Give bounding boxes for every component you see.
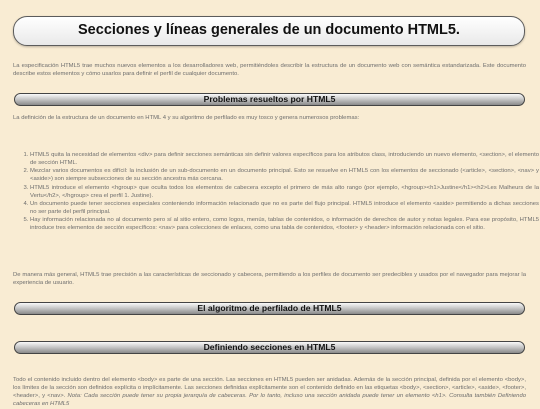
list-item: 2. Mezclar varios documentos es difícil: la inclusión de un sub-documento en un documento principal. Esto se resuelve en HTML5 con los elementos de seccionado (<article>, <section>, <nav> y <aside>) son siempre subsecciones de su sección ancestra más cercana. (30, 167, 539, 183)
defining-sections-text: Todo el contenido incluido dentro del elemento <body> es parte de una sección. Las secciones en HTML5 pueden ser anidadas. Además de la sección principal, definida por el elemento <body>, los límites de la sección son definidos explícita o implícitamente. Las secciones definidas explícitamente son el contenido definido en las etiquetas <body>, <section>, <article>, <aside>, <footer>, <header>, y <nav>. (13, 377, 526, 400)
intro-paragraph: La especificación HTML5 trae muchos nuevos elementos a los desarrolladores web, permitiéndoles describir la estructura de un documento web con semántica estandarizada. Este documento describe estos elementos y cómo usarlos para definir el perfil de cualquier documento. (13, 63, 526, 78)
list-item: 5. Hay información relacionada no al documento pero sí al sitio entero, como logos, menús, tablas de contenidos, o información de derechos de autor y notas legales. Para ese propósito, HTML5 introduce tres elementos de sección específicos: <nav> para colecciones de enlaces, como una tabla de contenidos, <footer> y <header> información relacionada con el sitio. (30, 216, 539, 232)
defining-sections-paragraph (13, 376, 526, 409)
problems-intro-paragraph: La definición de la estructura de un documento en HTML 4 y su algoritmo de perfilado es muy tosco y genera numerosos problemas: (13, 115, 360, 121)
list-item: 1. HTML5 quita la necesidad de elementos <div> para definir secciones semánticas sin definir valores específicos para los atributos class, introduciendo un nuevo elemento, <section>, el elemento de sección HTML. (30, 151, 539, 167)
page-title: Secciones y líneas generales de un documento HTML5. (13, 16, 525, 46)
algorithm-section-heading: El algoritmo de perfilado de HTML5 (14, 302, 525, 315)
list-item: 3. HTML5 introduce el elemento <hgroup> que oculta todos los elementos de cabecera excepto el primero de más alto rango (por ejemplo, <hgroup><h1>Justine</h1><h2>Les Malheurs de la Vertu</h2>, </hgroup> crea el perfil 1. Justine). (30, 184, 539, 200)
problems-section-heading: Problemas resueltos por HTML5 (14, 93, 525, 106)
defining-sections-heading: Definiendo secciones en HTML5 (14, 341, 525, 354)
problems-conclusion-paragraph: De manera más general, HTML5 trae precisión a las características de seccionado y cabecera, permitiendo a los perfiles de documento ser predecibles y usados por el navegador para mejorar la experiencia de usuario. (13, 272, 526, 287)
problems-list (17, 151, 539, 232)
list-item: 4. Un documento puede tener secciones especiales conteniendo información relacionado que no es parte del flujo principal. HTML5 introduce el elemento <aside> permitiendo a dichas secciones no ser parte del perfil principal. (30, 200, 539, 216)
defining-sections-note: Nota: Cada sección puede tener su propia jerarquía de cabeceras. Por lo tanto, incluso una sección anidada puede tener un elemento <h1>. Consulta también Definiendo cabeceras en HTML5 (13, 393, 527, 408)
